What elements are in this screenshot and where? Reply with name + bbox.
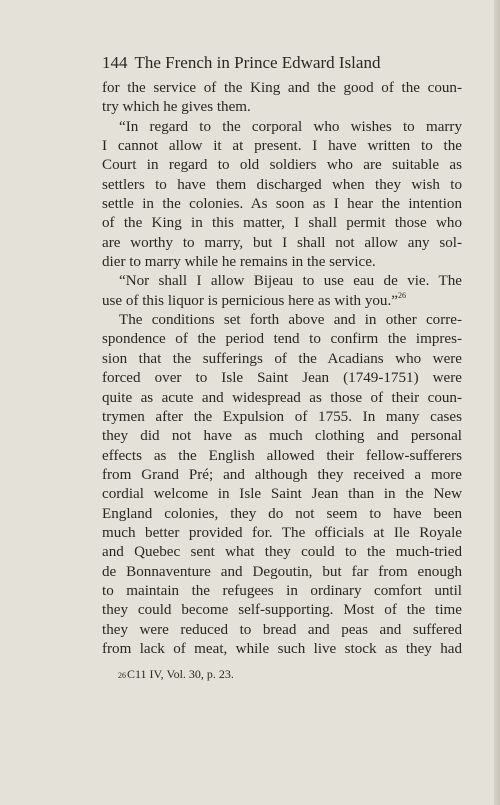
text-line: “In regard to the corporal who wishes to marry xyxy=(119,118,462,135)
text-line: The conditions set forth above and in other corre- xyxy=(119,312,462,329)
text-line: trymen after the Expulsion of 1755. In many cases xyxy=(102,408,462,425)
text-line: spondence of the period tend to confirm the impres- xyxy=(102,331,462,348)
text-line: forced over to Isle Saint Jean (1749-1751) were xyxy=(102,370,462,387)
paragraph xyxy=(102,311,462,659)
text-line: quite as acute and widespread as those of their coun- xyxy=(102,389,462,406)
text-line: they could become self-supporting. Most of the time xyxy=(102,602,462,619)
text-line xyxy=(102,292,462,311)
text-line: sion that the sufferings of the Acadians who were xyxy=(102,350,462,367)
page-number: 144 xyxy=(102,53,128,72)
text-line: Court in regard to old soldiers who are suitable as xyxy=(102,157,462,174)
text-line: and Quebec sent what they could to the much-tried xyxy=(102,544,462,561)
paragraph xyxy=(102,118,462,273)
text-line: they did not have as much clothing and personal xyxy=(102,428,462,445)
paragraph xyxy=(102,79,462,118)
text-line: I cannot allow it at present. I have written to the xyxy=(102,138,462,155)
text-line: de Bonnaventure and Degoutin, but far from enough xyxy=(102,563,462,580)
footnote-text: C11 IV, Vol. 30, p. 23. xyxy=(127,667,234,681)
text-line: effects as the English allowed their fellow-sufferers xyxy=(102,447,462,464)
text-line: settlers to have them discharged when they wish to xyxy=(102,176,462,193)
text-line: of the King in this matter, I shall permit those who xyxy=(102,215,462,232)
running-header xyxy=(102,53,380,73)
text-line: cordial welcome in Isle Saint Jean than in the New xyxy=(102,486,462,503)
text-line: “Nor shall I allow Bijeau to use eau de vie. The xyxy=(119,273,462,290)
text-line: to maintain the refugees in ordinary comfort until xyxy=(102,582,462,599)
text-line: for the service of the King and the good of the coun- xyxy=(102,80,462,96)
running-title: The French in Prince Edward Island xyxy=(134,53,381,72)
paragraph xyxy=(102,272,462,311)
text-line: much better provided for. The officials at Ile Royale xyxy=(102,524,462,541)
footnote-marker: 26 xyxy=(397,290,406,300)
text-line: from lack of meat, while such live stock as they had xyxy=(102,640,462,657)
footnote xyxy=(118,667,234,682)
page-edge xyxy=(494,0,500,805)
text-line: dier to marry while he remains in the service. xyxy=(102,254,376,271)
text-line: are worthy to marry, but I shall not allow any sol- xyxy=(102,234,462,251)
text-line: England colonies, they do not seem to have been xyxy=(102,505,462,522)
text-line-content: use of this liquor is pernicious here as with you.” xyxy=(102,292,398,309)
text-line: try which he gives them. xyxy=(102,99,251,116)
text-line: settle in the colonies. As soon as I hear the intention xyxy=(102,196,462,213)
text-line: from Grand Pré; and although they received a more xyxy=(102,466,462,483)
body-text xyxy=(102,79,462,659)
text-line: they were reduced to bread and peas and suffered xyxy=(102,621,462,638)
footnote-number: 26 xyxy=(118,671,126,680)
